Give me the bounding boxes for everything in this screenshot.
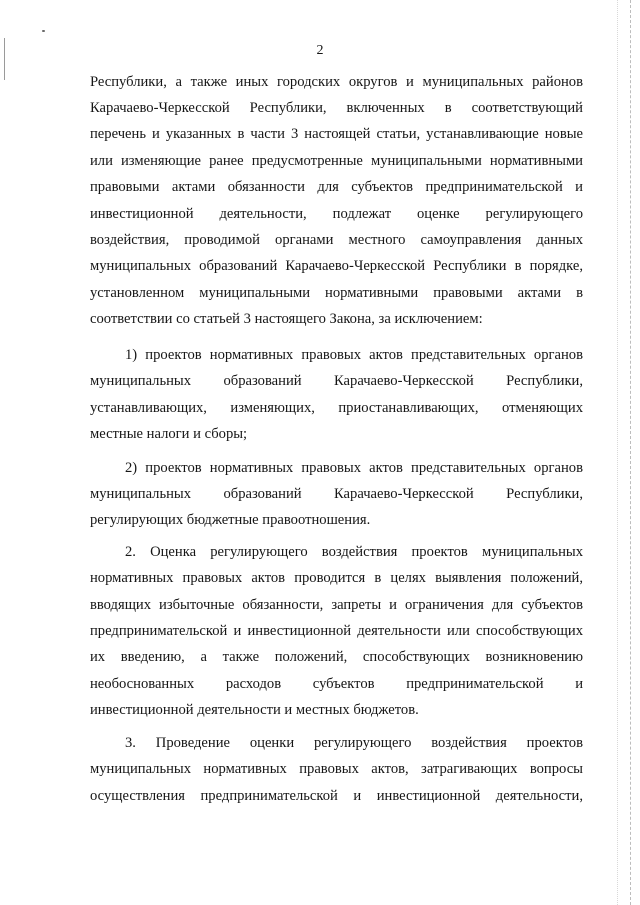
list-item-2-line: 2) проектов нормативных правовых актов представительных органов (125, 460, 583, 476)
text-line: регулирующих бюджетные правоотношения. (90, 512, 371, 528)
text-line: осуществления предпринимательской и инвестиционной деятельности, (90, 788, 583, 804)
text-line: перечень и указанных в части 3 настоящей статьи, устанавливающие новые (90, 126, 583, 142)
text-line: вводящих избыточные обязанности, запреты и ограничения для субъектов (90, 597, 583, 613)
text-line: устанавливающих, изменяющих, приостанавливающих, отменяющих (90, 400, 583, 416)
list-item-1-line: 1) проектов нормативных правовых актов представительных органов (125, 347, 583, 363)
paragraph-3-line: 3. Проведение оценки регулирующего воздействия проектов (125, 735, 583, 751)
scan-edge-right-inner (617, 0, 618, 905)
text-line: инвестиционной деятельности и местных бюджетов. (90, 702, 419, 718)
text-line: муниципальных образований Карачаево-Черкесской Республики, (90, 486, 583, 502)
scan-speck (42, 30, 45, 32)
text-line: их введению, а также положений, способствующих возникновению (90, 649, 583, 665)
text-line: необоснованных расходов субъектов предпринимательской и (90, 676, 583, 692)
text-line: предпринимательской и инвестиционной деятельности или способствующих (90, 623, 583, 639)
text-line: муниципальных образований Карачаево-Черкесской Республики в порядке, (90, 258, 583, 274)
text-line: правовыми актами обязанности для субъектов предпринимательской и (90, 179, 583, 195)
paragraph-2-line: 2. Оценка регулирующего воздействия проектов муниципальных (125, 544, 583, 560)
text-line: инвестиционной деятельности, подлежат оценке регулирующего (90, 206, 583, 222)
text-line: соответствии со статьей 3 настоящего Закона, за исключением: (90, 311, 483, 327)
text-line: воздействия, проводимой органами местного самоуправления данных (90, 232, 583, 248)
text-line: муниципальных образований Карачаево-Черкесской Республики, (90, 373, 583, 389)
text-line: Республики, а также иных городских округов и муниципальных районов (90, 74, 583, 90)
text-line: местные налоги и сборы; (90, 426, 248, 442)
text-line: или изменяющие ранее предусмотренные муниципальными нормативными (90, 153, 583, 169)
text-line: муниципальных нормативных правовых актов, затрагивающих вопросы (90, 761, 583, 777)
text-line: установленном муниципальными нормативными правовыми актами в (90, 285, 583, 301)
scan-edge-right (630, 0, 631, 905)
text-line: нормативных правовых актов проводится в целях выявления положений, (90, 570, 583, 586)
page-number: 2 (316, 43, 324, 58)
text-line: Карачаево-Черкесской Республики, включенных в соответствующий (90, 100, 583, 116)
